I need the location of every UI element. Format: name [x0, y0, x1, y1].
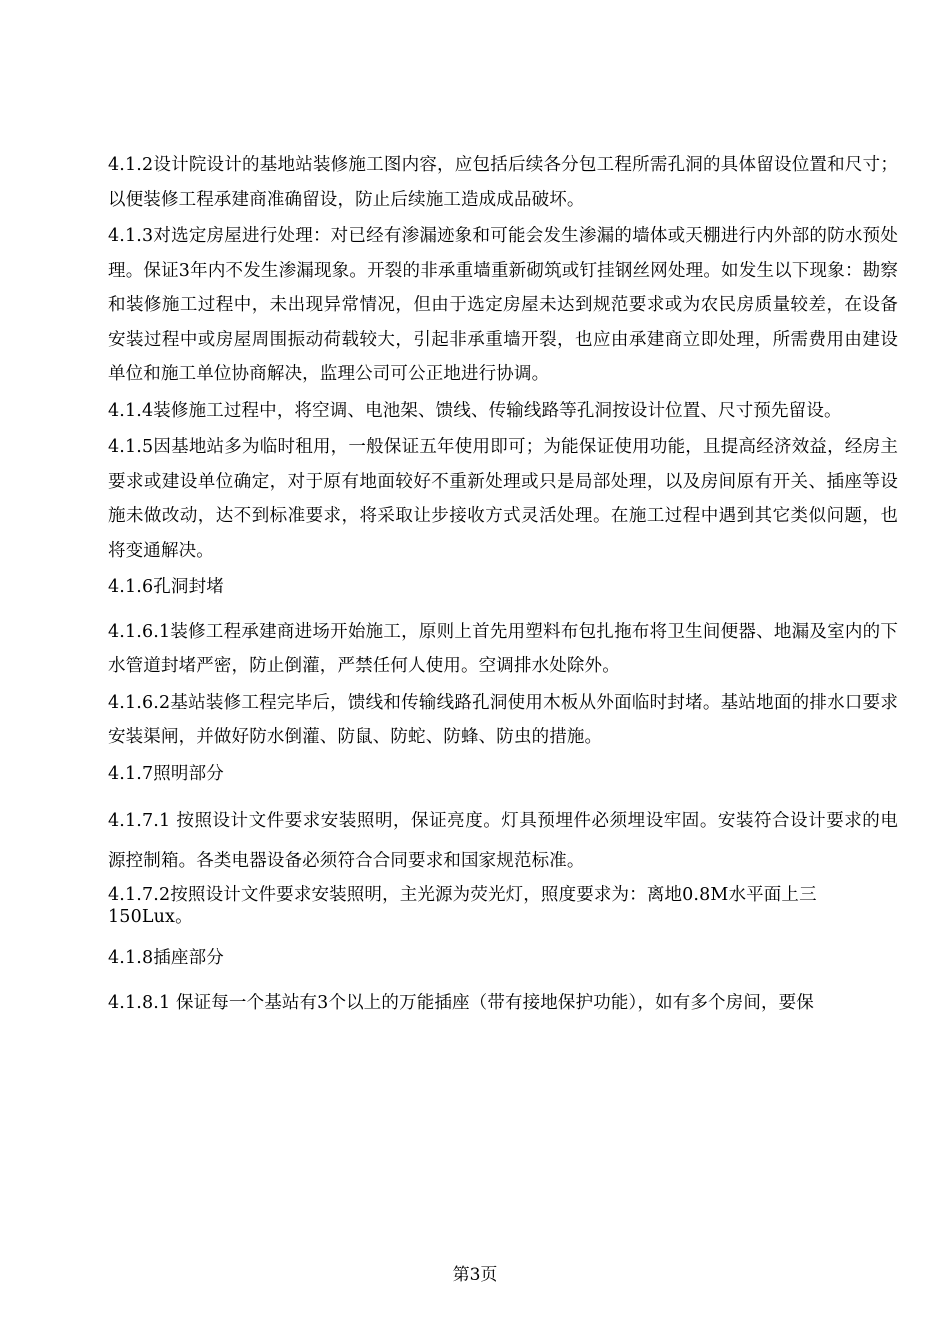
paragraph-4-1-7-1: 4.1.7.1 按照设计文件要求安装照明，保证亮度。灯具预埋件必须埋设牢固。安装符合设计要求的电源控制箱。各类电器设备必须符合合同要求和国家规范标准。 — [108, 811, 898, 871]
document-body — [108, 148, 898, 1022]
page-number: 第3页 — [452, 1265, 498, 1285]
paragraph-4-1-6-1: 4.1.6.1装修工程承建商进场开始施工，原则上首先用塑料布包扎拖布将卫生间便器、地漏及室内的下水管道封堵严密，防止倒灌，严禁任何人使用。空调排水处除外。 — [108, 621, 898, 676]
paragraph-4-1-2: 4.1.2设计院设计的基地站装修施工图内容，应包括后续各分包工程所需孔洞的具体留设位置和尺寸；以便装修工程承建商准确留设，防止后续施工造成成品破坏。 — [108, 155, 898, 210]
paragraph-4-1-7-2: 4.1.7.2按照设计文件要求安装照明，主光源为荧光灯，照度要求为：离地0.8M水平面上三 — [108, 885, 817, 905]
paragraph-4-1-6-2: 4.1.6.2基站装修工程完毕后，馈线和传输线路孔洞使用木板从外面临时封堵。基站地面的排水口要求安装渠闸，并做好防水倒灌、防鼠、防蛇、防蜂、防虫的措施。 — [108, 692, 898, 747]
heading-4-1-8: 4.1.8插座部分 — [108, 948, 224, 968]
paragraph-4-1-8-1: 4.1.8.1 保证每一个基站有3个以上的万能插座（带有接地保护功能），如有多个房间，要保 — [108, 992, 814, 1013]
paragraph-4-1-4: 4.1.4装修施工过程中，将空调、电池架、馈线、传输线路等孔洞按设计位置、尺寸预先留设。 — [108, 400, 842, 421]
paragraph-4-1-3: 4.1.3对选定房屋进行处理：对已经有渗漏迹象和可能会发生渗漏的墙体或天棚进行内外部的防水预处理。保证3年内不发生渗漏现象。开裂的非承重墙重新砌筑或钉挂钢丝网处理。如发生以下现象：勘察和装修施工过程中，未出现异常情况，但由于选定房屋未达到规范要求或为农民房质量较差，在设备安装过程中或房屋周围振动荷载较大，引起非承重墙开裂，也应由承建商立即处理，所需费用由建设单位和施工单位协商解决，监理公司可公正地进行协调。 — [108, 226, 898, 384]
heading-4-1-6: 4.1.6孔洞封堵 — [108, 577, 224, 597]
heading-4-1-7: 4.1.7照明部分 — [108, 763, 224, 784]
paragraph-4-1-7-2-continued: 150Lux。 — [108, 907, 193, 927]
paragraph-4-1-5: 4.1.5因基地站多为临时租用，一般保证五年使用即可；为能保证使用功能，且提高经济效益，经房主要求或建设单位确定，对于原有地面较好不重新处理或只是局部处理，以及房间原有开关、插座等设施未做改动，达不到标准要求，将采取让步接收方式灵活处理。在施工过程中遇到其它类似问题，也将变通解决。 — [108, 437, 898, 561]
